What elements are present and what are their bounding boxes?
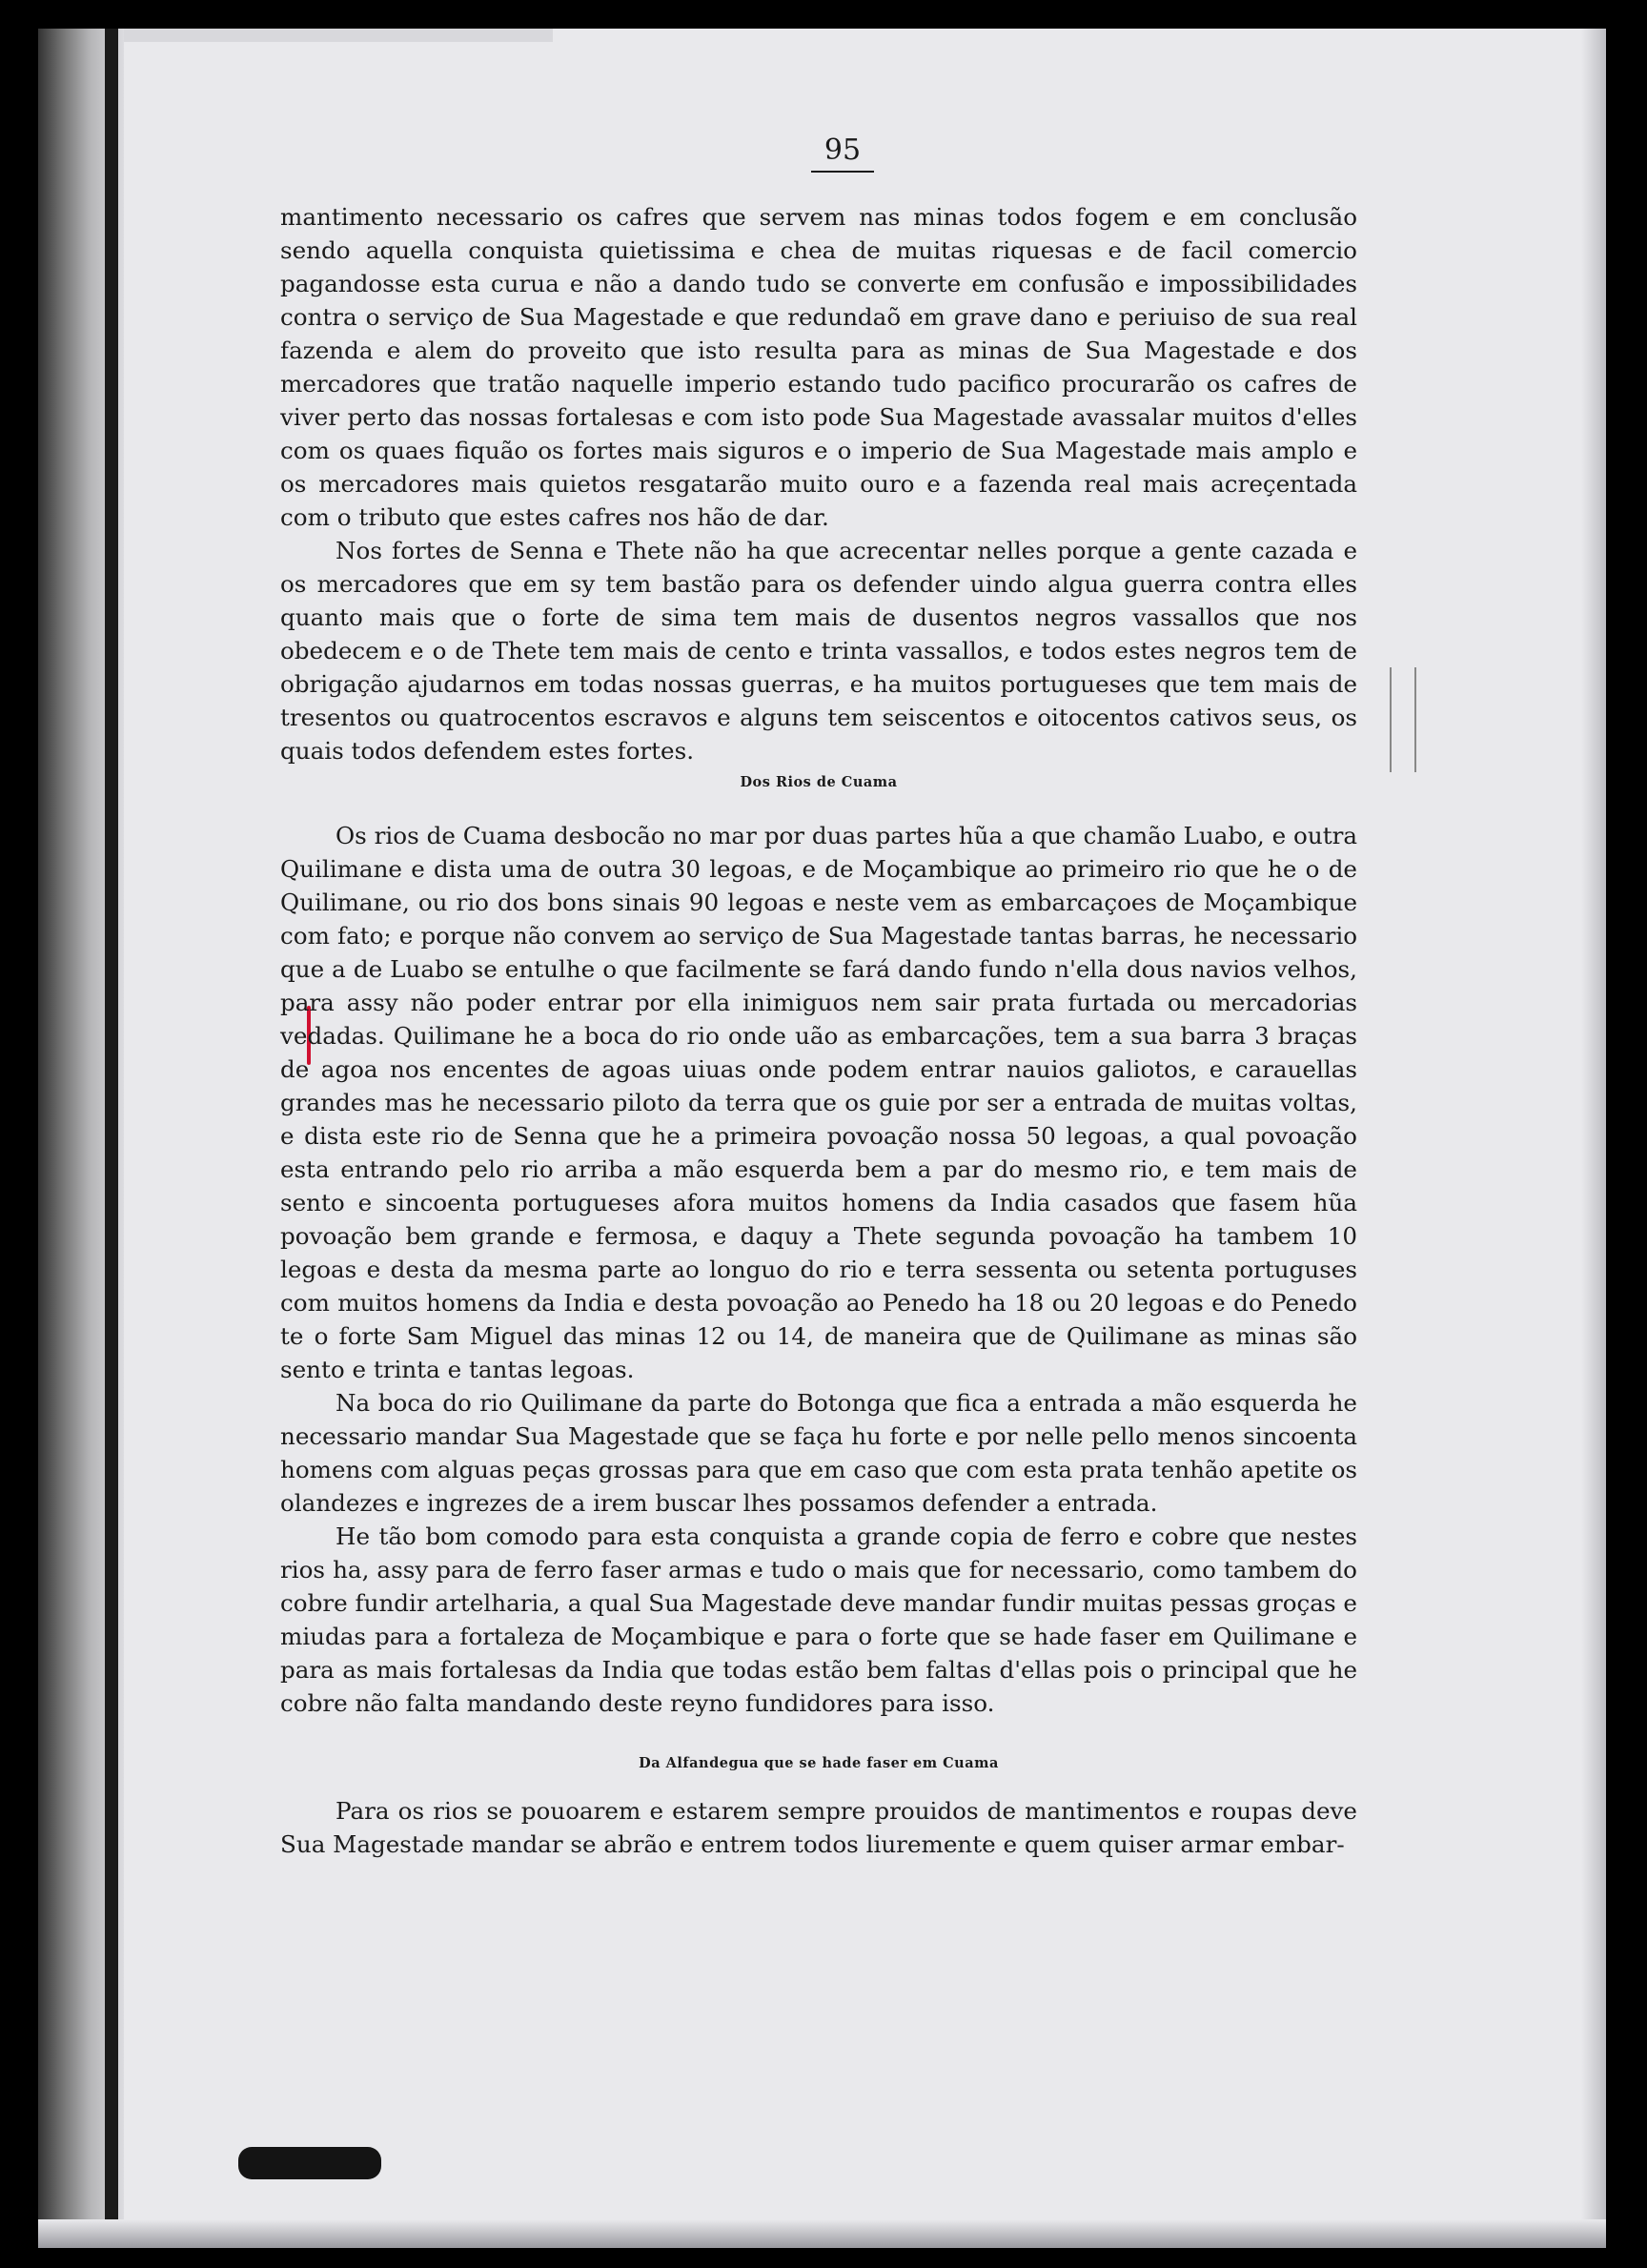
paragraph-6: Para os rios se pouoarem e estarem sempre prouidos de mantimentos e roupas deve Sua Magestade mandar se abrão e entrem todos liuremente e quem quiser armar embar- — [280, 1797, 1357, 1858]
margin-pencil-marks — [1390, 667, 1416, 772]
paragraph-4: Na boca do rio Quilimane da parte do Botonga que fica a entrada a mão esquerda he necessario mandar Sua Magestade que se faça hu forte e por nelle pello menos sincoenta homens com alguas peças grossas para que em caso que com esta prata tenhão apetite os olandezes e ingrezes de a irem buscar lhes possamos defender a entrada. — [280, 1389, 1357, 1517]
ink-blot — [238, 2147, 381, 2179]
paragraph-1: mantimento necessario os cafres que servem nas minas todos fogem e em conclusão sendo aquella conquista quietissima e chea de muitas riquesas e de facil comercio pagandosse esta curua e não a dando tudo se converte em confusão e impossibilidades contra o serviço de Sua Magestade e que redundaõ em grave dano e periuiso de sua real fazenda e alem do proveito que isto resulta para as minas de Sua Magestade e dos mercadores que tratão naquelle imperio estando tudo pacifico procurarão os cafres de viver perto das nossas fortalesas e com isto pode Sua Magestade avassalar muitos d'elles com os quaes fiquão os fortes mais siguros e o imperio de Sua Magestade mais amplo e os mercadores mais quietos resgatarão muito ouro e a fazenda real mais acreçentada com o tributo que estes cafres nos hão de dar. — [280, 203, 1357, 531]
page-number: 95 — [328, 133, 1357, 168]
paragraph-3: Os rios de Cuama desbocão no mar por duas partes hũa a que chamão Luabo, e outra Quilimane e dista uma de outra 30 legoas, e de Moçambique ao primeiro rio que he o de Quilimane, ou rio dos bons sinais 90 legoas e neste vem as embarcaçoes de Moçambique com fato; e porque não convem ao serviço de Sua Magestade tantas barras, he necessario que a de Luabo se entulhe o que facilmente se fará dando fundo n'ella dous navios velhos, para assy não poder entrar por ella inimiguos nem sair prata furtada ou mercadorias vedadas. Quilimane he a boca do rio onde uão as embarcações, tem a sua barra 3 braças de agoa nos encentes de agoas uiuas onde podem entrar nauios galiotos, e carauellas grandes mas he necessario piloto da terra que os guie por ser a entrada de muitas voltas, e dista este rio de Senna que he a primeira povoação nossa 50 legoas, a qual povoação esta entrando pelo rio arriba a mão esquerda bem a par do mesmo rio, e tem mais de sento e sincoenta portugueses afora muitos homens da India casados que fasem hũa povoação bem grande e fermosa, e daquy a Thete segunda povoação ha tambem 10 legoas e desta da mesma parte ao longuo do rio e terra sessenta ou setenta portuguses com muitos homens da India e desta povoação ao Penedo ha 18 ou 20 legoas e do Penedo te o forte Sam Miguel das minas 12 ou 14, de maneira que de Quilimane as minas são sento e trinta e tantas legoas. — [280, 822, 1357, 1383]
section-heading-rios: Dos Rios de Cuama — [740, 774, 898, 790]
bottom-edge-shadow — [38, 2219, 1606, 2248]
binding-line — [105, 29, 118, 2248]
section-heading-alfandegua: Da Alfandegua que se hade faser em Cuama — [639, 1755, 999, 1771]
right-edge-shadow — [1581, 29, 1606, 2248]
paragraph-5: He tão bom comodo para esta conquista a grande copia de ferro e cobre que nestes rios ha, assy para de ferro faser armas e tudo o mais que for necessario, como tambem do cobre fundir artelharia, a qual Sua Magestade deve mandar fundir muitas pessas groças e miudas para a fortaleza de Moçambique e para o forte que se hade faser em Quilimane e para as mais fortalesas da India que todas estão bem faltas d'ellas pois o principal que he cobre não falta mandando deste reyno fundidores para isso. — [280, 1522, 1357, 1717]
text-block — [280, 133, 1357, 1861]
paragraph-2: Nos fortes de Senna e Thete não ha que acrecentar nelles porque a gente cazada e os mercadores que em sy tem bastão para os defender uindo algua guerra contra elles quanto mais que o forte de sima tem mais de dusentos negros vassallos que nos obedecem e o de Thete tem mais de cento e trinta vassallos, e todos estes negros tem de obrigação ajudarnos em todas nossas guerras, e ha muitos portugueses que tem mais de tresentos ou quatrocentos escravos e alguns tem seiscentos e oitocentos cativos seus, os quais todos defendem estes fortes. — [280, 537, 1357, 765]
